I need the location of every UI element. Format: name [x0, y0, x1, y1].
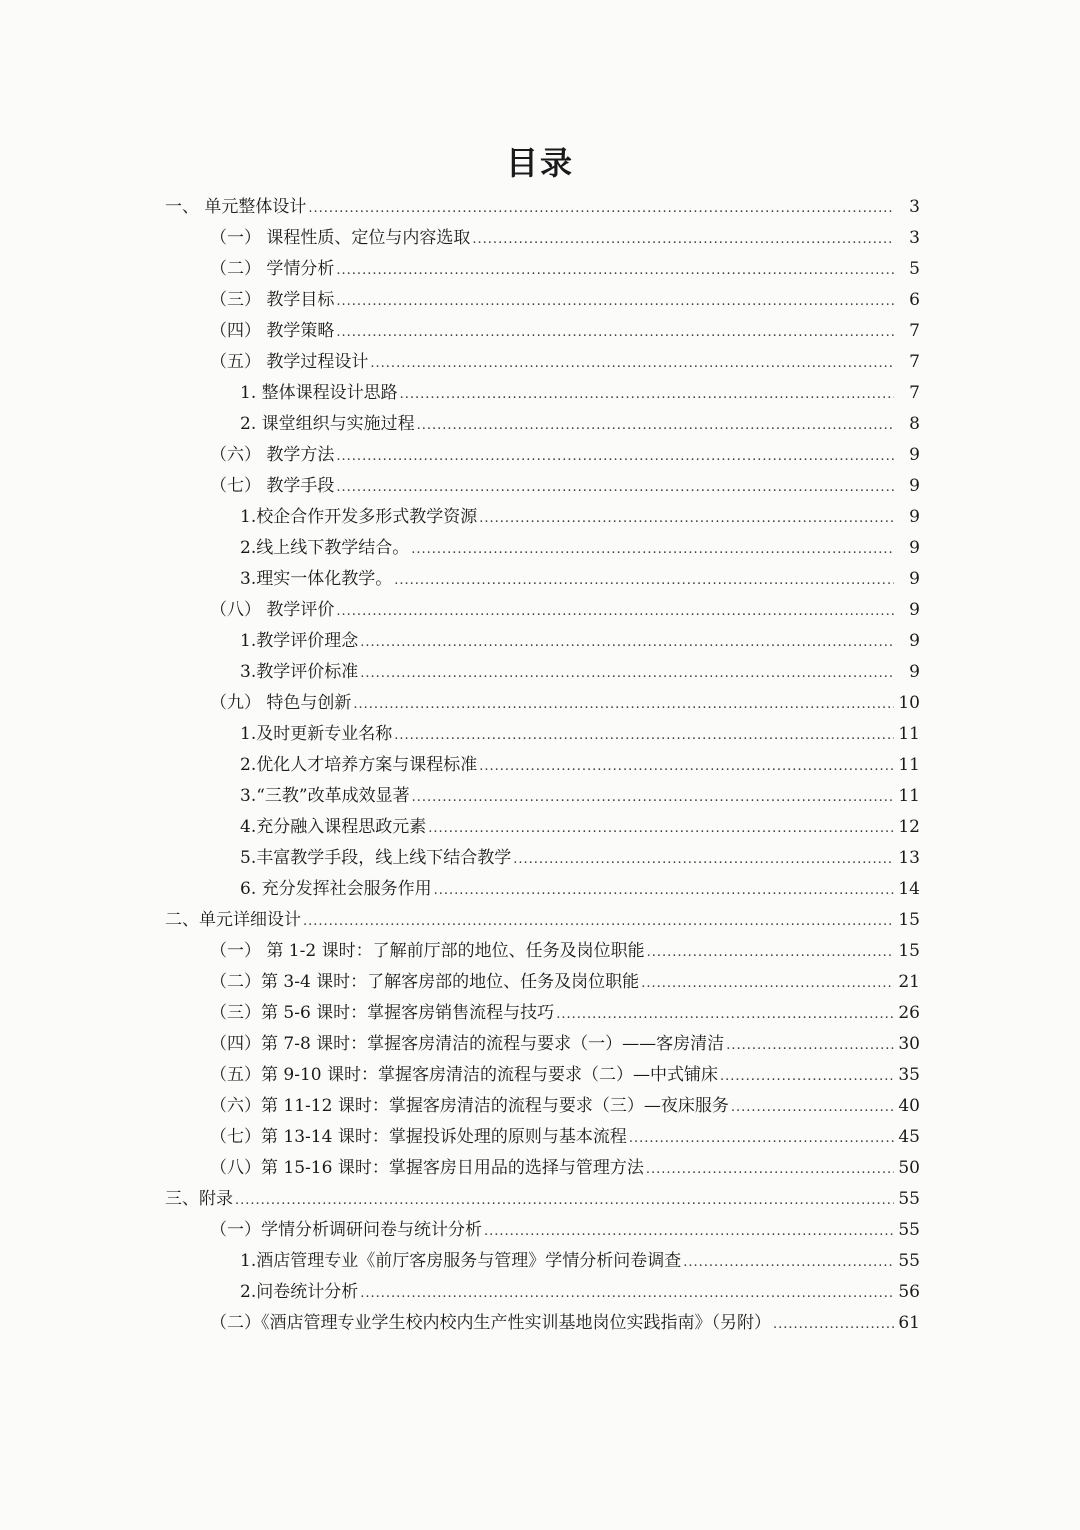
- toc-dot-leader: [336, 286, 894, 317]
- toc-dot-leader: [360, 1278, 894, 1309]
- toc-entry-label: （二） 学情分析: [210, 259, 335, 279]
- toc-entry-label: （一）学情分析调研问卷与统计分析: [210, 1220, 482, 1240]
- toc-entry[interactable]: [0, 409, 920, 440]
- toc-entry-page-number: 11: [898, 786, 920, 806]
- toc-entry-label: （四） 教学策略: [210, 321, 335, 341]
- toc-entry-label: 1.及时更新专业名称: [240, 724, 393, 744]
- toc-entry-label: 3.理实一体化教学。: [240, 569, 393, 589]
- toc-entry[interactable]: [0, 657, 920, 688]
- toc-entry-label: 2.线上线下教学结合。: [240, 538, 410, 558]
- toc-dot-leader: [434, 875, 894, 906]
- toc-entry[interactable]: [0, 1277, 920, 1308]
- toc-entry-page-number: 55: [898, 1189, 920, 1209]
- toc-dot-leader: [417, 410, 894, 441]
- toc-entry-label: （二）《酒店管理专业学生校内校内生产性实训基地岗位实践指南》（另附）: [210, 1313, 771, 1333]
- toc-title: 目录: [505, 144, 574, 182]
- toc-dot-leader: [394, 720, 894, 751]
- toc-dot-leader: [394, 565, 894, 596]
- toc-entry-label: （三） 教学目标: [210, 290, 335, 310]
- toc-entry-page-number: 9: [909, 662, 920, 682]
- toc-entry-page-number: 50: [898, 1158, 920, 1178]
- toc-entry-page-number: 15: [898, 941, 920, 961]
- toc-dot-leader: [647, 937, 894, 968]
- toc-entry-page-number: 30: [898, 1034, 920, 1054]
- toc-dot-leader: [412, 782, 894, 813]
- toc-dot-leader: [773, 1309, 894, 1340]
- toc-entry[interactable]: [0, 564, 920, 595]
- toc-entry-label: 一、 单元整体设计: [165, 197, 307, 217]
- toc-dot-leader: [336, 317, 894, 348]
- toc-dot-leader: [513, 844, 894, 875]
- toc-dot-leader: [235, 1185, 894, 1216]
- toc-entry[interactable]: [0, 316, 920, 347]
- toc-entry[interactable]: [0, 1153, 920, 1184]
- toc-entry-label: 二、单元详细设计: [165, 910, 301, 930]
- toc-entry[interactable]: [0, 750, 920, 781]
- toc-entry-page-number: 3: [909, 228, 920, 248]
- toc-entry-page-number: 55: [898, 1220, 920, 1240]
- toc-entry-page-number: 40: [898, 1096, 920, 1116]
- toc-entry-page-number: 9: [909, 507, 920, 527]
- toc-entry-label: （五）第 9-10 课时：掌握客房清洁的流程与要求（二）—中式铺床: [210, 1065, 718, 1085]
- toc-entry-label: 2. 课堂组织与实施过程: [240, 414, 415, 434]
- toc-entry[interactable]: [0, 440, 920, 471]
- toc-dot-leader: [353, 689, 894, 720]
- toc-entry-label: 5.丰富教学手段，线上线下结合教学: [240, 848, 512, 868]
- toc-dot-leader: [370, 348, 894, 379]
- toc-entry[interactable]: [0, 1184, 920, 1215]
- toc-entry[interactable]: [0, 781, 920, 812]
- toc-entry-page-number: 6: [909, 290, 920, 310]
- toc-dot-leader: [428, 813, 894, 844]
- toc-entry-page-number: 9: [909, 569, 920, 589]
- toc-entry-page-number: 9: [909, 538, 920, 558]
- toc-entry-page-number: 11: [898, 755, 920, 775]
- toc-entry-page-number: 15: [898, 910, 920, 930]
- toc-dot-leader: [336, 472, 894, 503]
- toc-entry-page-number: 35: [898, 1065, 920, 1085]
- toc-dot-leader: [308, 193, 894, 224]
- toc-dot-leader: [336, 596, 894, 627]
- toc-entry-label: （六）第 11-12 课时：掌握客房清洁的流程与要求（三）—夜床服务: [210, 1096, 729, 1116]
- toc-dot-leader: [400, 379, 894, 410]
- toc-entry-label: 1.酒店管理专业《前厅客房服务与管理》学情分析问卷调查: [240, 1251, 682, 1271]
- toc-entry[interactable]: [0, 843, 920, 874]
- toc-entry-page-number: 56: [898, 1282, 920, 1302]
- toc-entry[interactable]: [0, 1215, 920, 1246]
- toc-entry[interactable]: [0, 285, 920, 316]
- toc-entry-page-number: 7: [909, 383, 920, 403]
- toc-entry-page-number: 9: [909, 600, 920, 620]
- toc-entry-label: 2.问卷统计分析: [240, 1282, 359, 1302]
- toc-entry-label: 三、附录: [165, 1189, 233, 1209]
- toc-entry[interactable]: [0, 533, 920, 564]
- toc-entry-page-number: 14: [898, 879, 920, 899]
- toc-dot-leader: [484, 1216, 894, 1247]
- toc-entry-label: （八）第 15-16 课时：掌握客房日用品的选择与管理方法: [210, 1158, 644, 1178]
- toc-entry-page-number: 7: [909, 321, 920, 341]
- toc-entry-label: （六） 教学方法: [210, 445, 335, 465]
- toc-entry-page-number: 11: [898, 724, 920, 744]
- toc-dot-leader: [629, 1123, 894, 1154]
- toc-entry-label: 1. 整体课程设计思路: [240, 383, 398, 403]
- toc-dot-leader: [303, 906, 894, 937]
- toc-dot-leader: [360, 658, 894, 689]
- toc-list: [0, 192, 1080, 1339]
- toc-entry-page-number: 21: [898, 972, 920, 992]
- toc-entry[interactable]: [0, 254, 920, 285]
- toc-dot-leader: [641, 968, 894, 999]
- toc-entry[interactable]: [0, 471, 920, 502]
- toc-dot-leader: [479, 751, 894, 782]
- toc-entry[interactable]: [0, 1246, 920, 1277]
- toc-entry-page-number: 13: [898, 848, 920, 868]
- toc-dot-leader: [726, 1030, 894, 1061]
- toc-entry-page-number: 9: [909, 631, 920, 651]
- toc-entry[interactable]: [0, 1308, 920, 1339]
- toc-dot-leader: [646, 1154, 894, 1185]
- toc-entry[interactable]: [0, 719, 920, 750]
- toc-dot-leader: [472, 224, 894, 255]
- toc-entry-label: （二）第 3-4 课时：了解客房部的地位、任务及岗位职能: [210, 972, 640, 992]
- toc-entry[interactable]: [0, 347, 920, 378]
- toc-entry-page-number: 45: [898, 1127, 920, 1147]
- toc-dot-leader: [360, 627, 894, 658]
- toc-entry[interactable]: [0, 812, 920, 843]
- toc-entry[interactable]: [0, 378, 920, 409]
- toc-entry[interactable]: [0, 1091, 920, 1122]
- toc-entry-label: 2.优化人才培养方案与课程标准: [240, 755, 478, 775]
- toc-entry[interactable]: [0, 936, 920, 967]
- toc-entry-page-number: 55: [898, 1251, 920, 1271]
- toc-entry-page-number: 8: [909, 414, 920, 434]
- toc-dot-leader: [336, 255, 894, 286]
- toc-entry[interactable]: [0, 502, 920, 533]
- toc-entry[interactable]: [0, 1029, 920, 1060]
- toc-entry[interactable]: [0, 874, 920, 905]
- toc-entry-page-number: 61: [898, 1313, 920, 1333]
- toc-entry-label: 1.教学评价理念: [240, 631, 359, 651]
- toc-entry-page-number: 26: [898, 1003, 920, 1023]
- toc-dot-leader: [683, 1247, 894, 1278]
- toc-entry-page-number: 10: [898, 693, 920, 713]
- toc-entry-label: （五） 教学过程设计: [210, 352, 369, 372]
- toc-entry-page-number: 3: [909, 197, 920, 217]
- toc-dot-leader: [336, 441, 894, 472]
- toc-entry[interactable]: [0, 967, 920, 998]
- toc-entry-label: 6. 充分发挥社会服务作用: [240, 879, 432, 899]
- toc-entry-label: 3.教学评价标准: [240, 662, 359, 682]
- toc-entry-page-number: 5: [909, 259, 920, 279]
- toc-dot-leader: [731, 1092, 894, 1123]
- toc-entry[interactable]: [0, 688, 920, 719]
- toc-entry-page-number: 7: [909, 352, 920, 372]
- toc-entry[interactable]: [0, 626, 920, 657]
- toc-entry[interactable]: [0, 223, 920, 254]
- toc-entry-page-number: 12: [898, 817, 920, 837]
- toc-entry[interactable]: [0, 595, 920, 626]
- toc-entry-label: 1.校企合作开发多形式教学资源: [240, 507, 478, 527]
- toc-entry[interactable]: [0, 905, 920, 936]
- toc-entry-label: （九） 特色与创新: [210, 693, 352, 713]
- toc-entry-label: （四）第 7-8 课时：掌握客房清洁的流程与要求（一）——客房清洁: [210, 1034, 725, 1054]
- toc-entry-page-number: 9: [909, 445, 920, 465]
- toc-dot-leader: [411, 534, 894, 565]
- toc-dot-leader: [720, 1061, 894, 1092]
- toc-entry-label: （七）第 13-14 课时：掌握投诉处理的原则与基本流程: [210, 1127, 627, 1147]
- toc-entry[interactable]: [0, 1060, 920, 1091]
- toc-entry-label: （三）第 5-6 课时：掌握客房销售流程与技巧: [210, 1003, 555, 1023]
- toc-entry[interactable]: [0, 192, 920, 223]
- toc-entry-label: 3.“三教”改革成效显著: [240, 786, 410, 806]
- toc-entry-label: （八） 教学评价: [210, 600, 335, 620]
- toc-entry-label: （一） 课程性质、定位与内容选取: [210, 228, 471, 248]
- toc-entry-label: （七） 教学手段: [210, 476, 335, 496]
- toc-entry-label: （一） 第 1-2 课时：了解前厅部的地位、任务及岗位职能: [210, 941, 645, 961]
- toc-dot-leader: [556, 999, 894, 1030]
- toc-entry[interactable]: [0, 998, 920, 1029]
- toc-entry[interactable]: [0, 1122, 920, 1153]
- toc-entry-page-number: 9: [909, 476, 920, 496]
- toc-entry-label: 4.充分融入课程思政元素: [240, 817, 427, 837]
- toc-dot-leader: [479, 503, 894, 534]
